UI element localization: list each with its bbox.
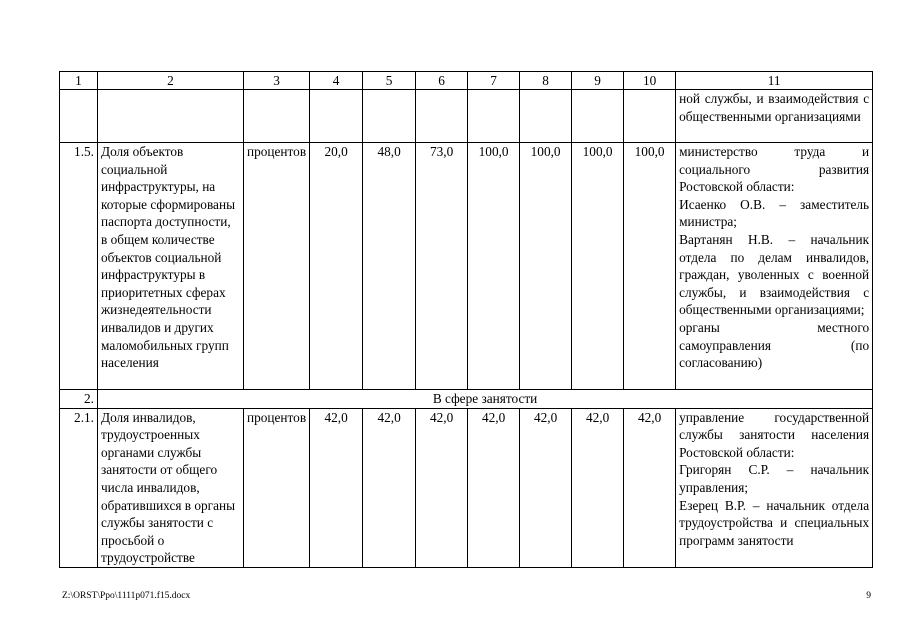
responsible-line: Вартанян Н.В. – начальник отдела по делам инвалидов, граждан, уволенных с военной службы, и взаимодействия с общественными организациями; bbox=[679, 231, 870, 318]
responsible-line: органы местного самоуправления (по согласованию) bbox=[679, 319, 870, 371]
value-cell: 42,0 bbox=[416, 408, 468, 567]
header-cell: 2 bbox=[98, 72, 244, 90]
responsible-line: Исаенко О.В. – заместитель министра; bbox=[679, 196, 870, 230]
value-cell: 42,0 bbox=[520, 408, 572, 567]
table-row-continuation bbox=[60, 90, 873, 143]
row-number: 2.1. bbox=[60, 408, 98, 567]
unit-cell: процентов bbox=[244, 408, 310, 567]
section-row bbox=[60, 390, 873, 409]
responsible-cell bbox=[676, 143, 873, 390]
header-cell: 10 bbox=[624, 72, 676, 90]
value-cell: 48,0 bbox=[363, 143, 416, 390]
responsible-line: Григорян С.Р. – начальник управления; bbox=[679, 462, 870, 495]
value-cell: 42,0 bbox=[572, 408, 624, 567]
header-cell: 11 bbox=[676, 72, 873, 90]
value-cell: 100,0 bbox=[572, 143, 624, 390]
value-cell: 42,0 bbox=[468, 408, 520, 567]
header-cell: 1 bbox=[60, 72, 98, 90]
value-cell: 42,0 bbox=[310, 408, 363, 567]
footer-page-number: 9 bbox=[866, 591, 871, 601]
responsible-line: министерство труда и социального развития Ростовской области: bbox=[679, 144, 870, 195]
table-header-row bbox=[60, 72, 873, 90]
value-cell: 100,0 bbox=[624, 143, 676, 390]
header-cell: 8 bbox=[520, 72, 572, 90]
value-cell: 42,0 bbox=[363, 408, 416, 567]
responsible-cell bbox=[676, 408, 873, 567]
value-cell: 20,0 bbox=[310, 143, 363, 390]
header-cell: 3 bbox=[244, 72, 310, 90]
header-cell: 4 bbox=[310, 72, 363, 90]
section-number: 2. bbox=[60, 390, 98, 409]
footer-file-path: Z:\ORST\Ppo\1111p071.f15.docx bbox=[62, 591, 191, 601]
responsible-line: управление государственной службы занятости населения Ростовской области: bbox=[679, 409, 870, 460]
value-cell: 100,0 bbox=[520, 143, 572, 390]
indicator-name: Доля инвалидов, трудоустроенных органами службы занятости от общего числа инвалидов, обратившихся в органы службы занятости с просьбой о трудоустройстве bbox=[98, 408, 244, 567]
row-number: 1.5. bbox=[60, 143, 98, 390]
table-row bbox=[60, 143, 873, 390]
responsible-line: Езерец В.Р. – начальник отдела трудоустройства и специальных программ занятости bbox=[679, 497, 870, 548]
value-cell: 100,0 bbox=[468, 143, 520, 390]
table-row bbox=[60, 408, 873, 567]
indicator-name: Доля объектов социальной инфраструктуры, на которые сформированы паспорта доступности, в общем количестве объектов социальной инфраструктуры в приоритетных сферах жизнедеятельности инвалидов и других маломобильных групп населения bbox=[98, 143, 244, 390]
unit-cell: процентов bbox=[244, 143, 310, 390]
responsible-cell: ной службы, и взаимодействия с общественными организациями bbox=[676, 90, 873, 143]
header-cell: 5 bbox=[363, 72, 416, 90]
value-cell: 73,0 bbox=[416, 143, 468, 390]
indicators-table bbox=[59, 71, 873, 568]
header-cell: 6 bbox=[416, 72, 468, 90]
section-title: В сфере занятости bbox=[98, 390, 873, 409]
header-cell: 9 bbox=[572, 72, 624, 90]
value-cell: 42,0 bbox=[624, 408, 676, 567]
header-cell: 7 bbox=[468, 72, 520, 90]
